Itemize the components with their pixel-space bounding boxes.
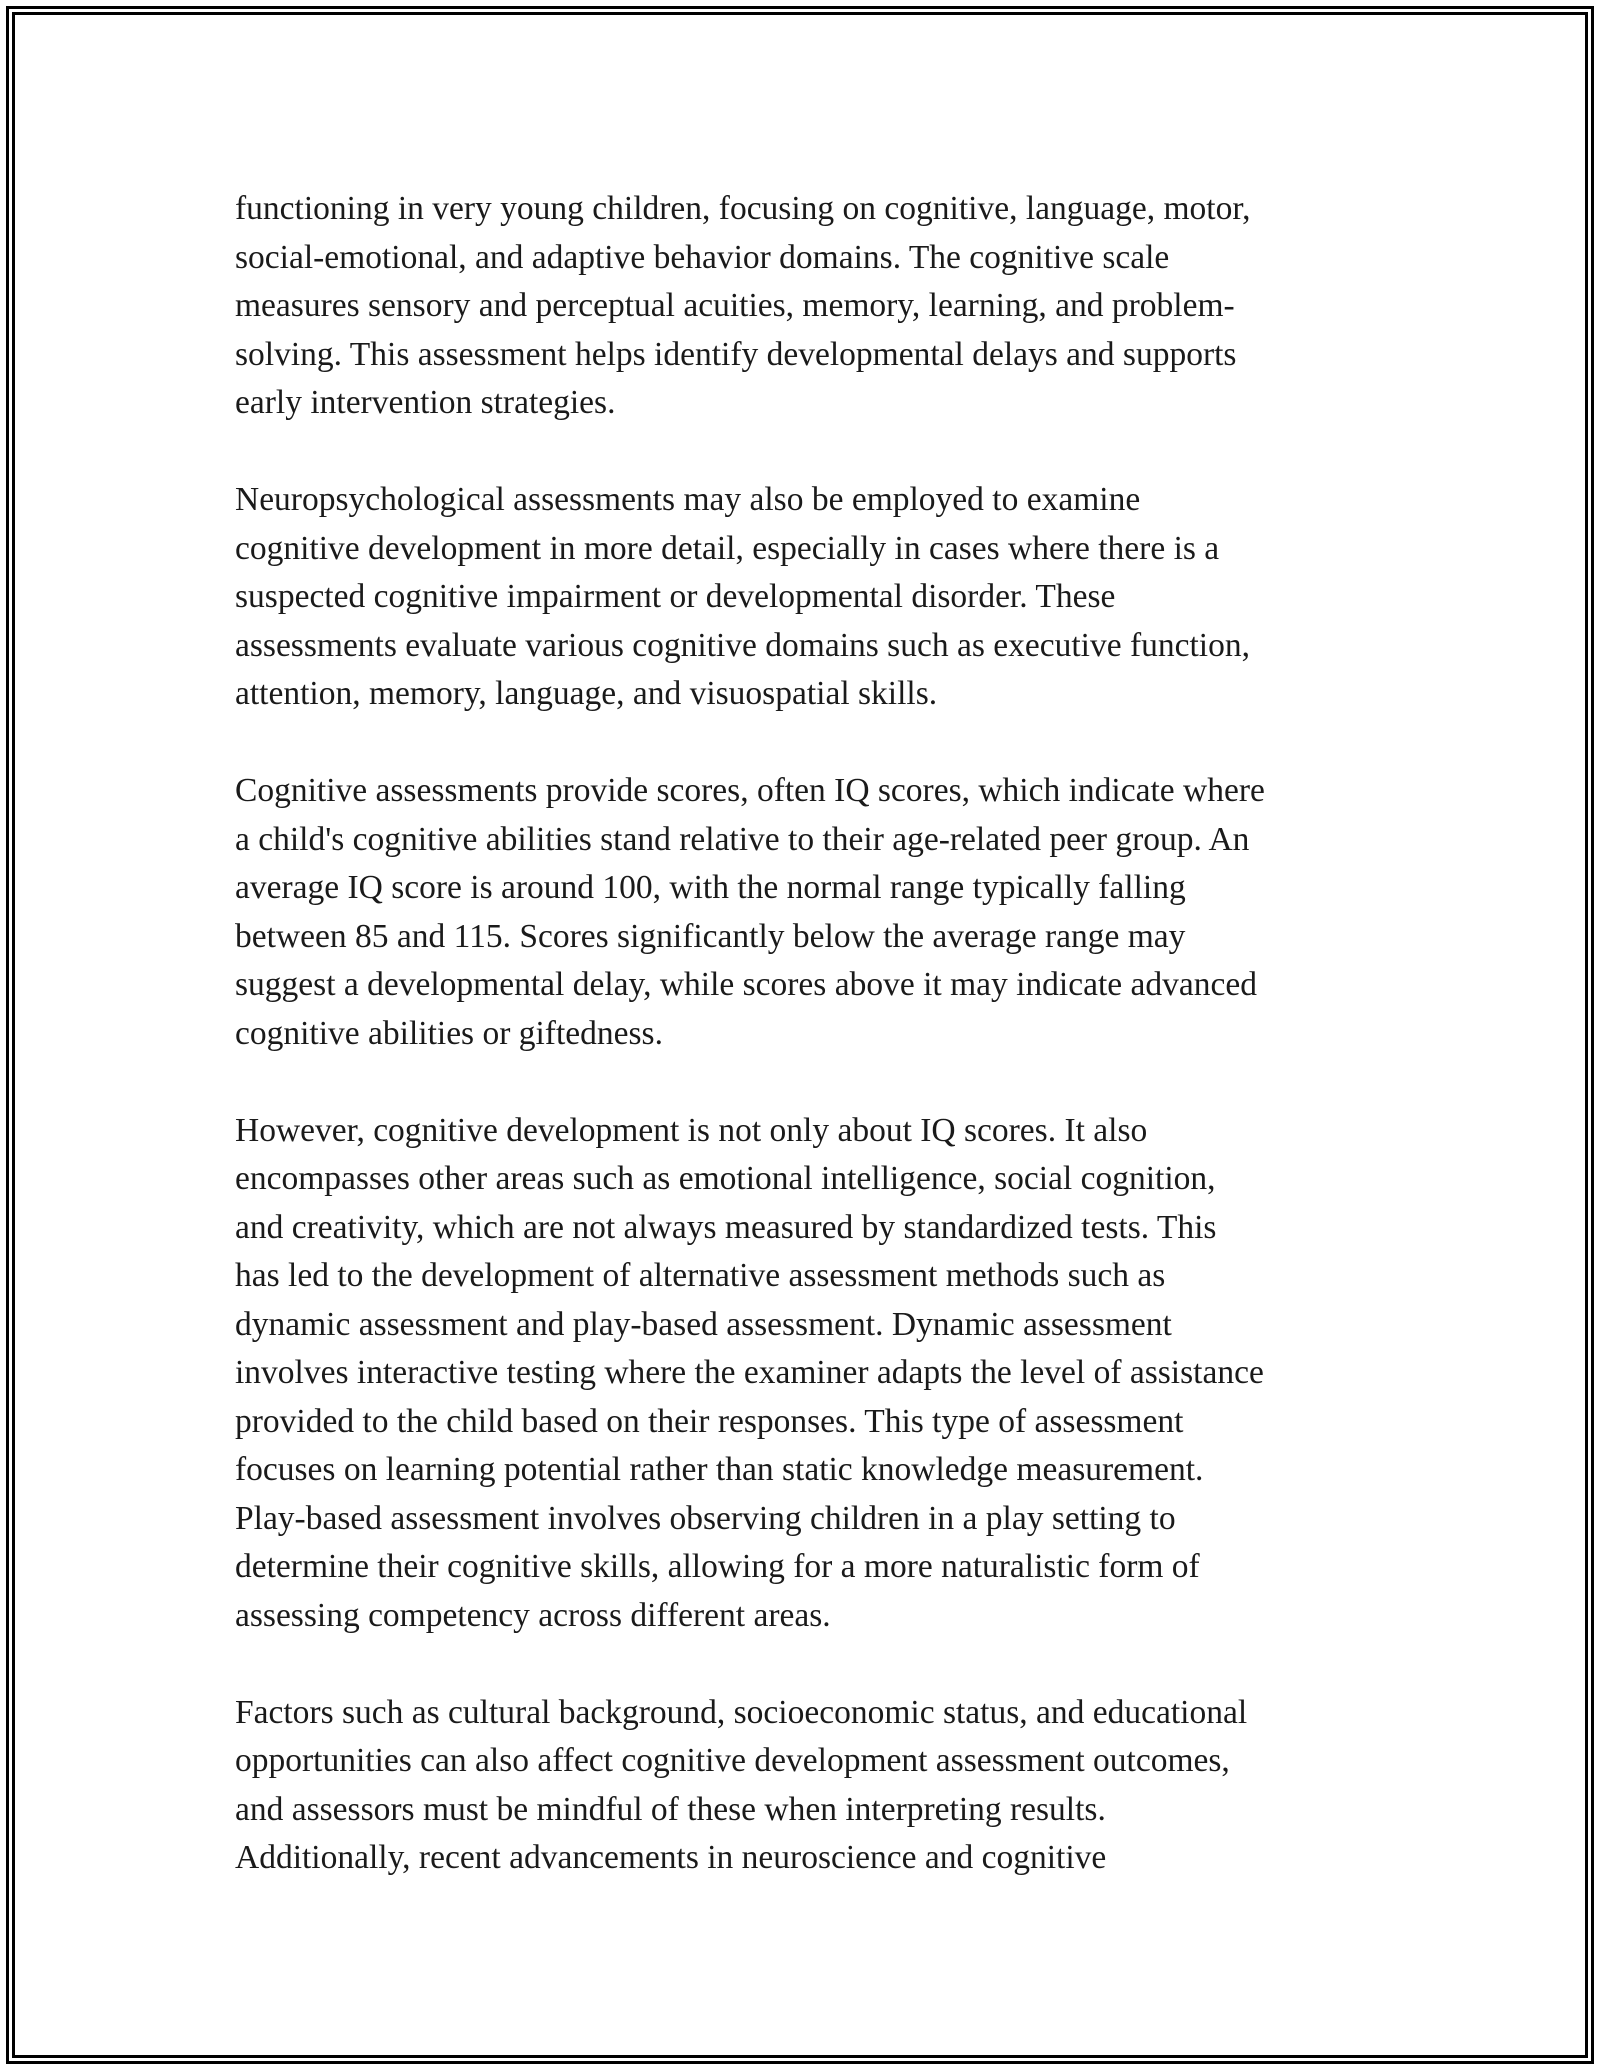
text-line: Additionally, recent advancements in neuroscience and cognitive — [235, 1839, 1107, 1876]
text-line: cognitive abilities or giftedness. — [235, 1014, 663, 1052]
text-line: involves interactive testing where the examiner adapts the level of assistance — [235, 1354, 1264, 1391]
text-line: suggest a developmental delay, while scores above it may indicate advanced — [235, 966, 1257, 1003]
text-line: assessing competency across different areas. — [235, 1596, 831, 1634]
text-line: opportunities can also affect cognitive development assessment outcomes, — [235, 1742, 1230, 1779]
text-line: determine their cognitive skills, allowing for a more naturalistic form of — [235, 1548, 1200, 1585]
text-line: Cognitive assessments provide scores, often IQ scores, which indicate where — [235, 772, 1265, 809]
text-line: However, cognitive development is not only about IQ scores. It also — [235, 1111, 1148, 1149]
text-line: suspected cognitive impairment or developmental disorder. These — [235, 578, 1116, 615]
text-line: solving. This assessment helps identify developmental delays and supports — [235, 335, 1237, 373]
text-line: functioning in very young children, focusing on cognitive, language, motor, — [235, 190, 1251, 227]
text-line: measures sensory and perceptual acuities, memory, learning, and problem- — [235, 287, 1235, 324]
text-line: provided to the child based on their responses. This type of assessment — [235, 1402, 1184, 1440]
text-line: dynamic assessment and play-based assessment. Dynamic assessment — [235, 1305, 1172, 1343]
text-line: and creativity, which are not always measured by standardized tests. This — [235, 1208, 1217, 1246]
text-line: assessments evaluate various cognitive domains such as executive function, — [235, 626, 1250, 664]
text-line: encompasses other areas such as emotional intelligence, social cognition, — [235, 1160, 1216, 1197]
text-line: a child's cognitive abilities stand relative to their age-related peer group. An — [235, 820, 1250, 858]
text-line: between 85 and 115. Scores significantly below the average range may — [235, 917, 1186, 955]
paragraph-5 — [235, 1689, 1395, 1883]
paragraph-2 — [235, 476, 1395, 719]
paragraph-4 — [235, 1107, 1395, 1641]
paragraph-3 — [235, 767, 1395, 1058]
text-line: social-emotional, and adaptive behavior domains. The cognitive scale — [235, 238, 1170, 276]
text-line: early intervention strategies. — [235, 384, 616, 421]
text-line: Neuropsychological assessments may also be employed to examine — [235, 481, 1141, 518]
document-body — [235, 185, 1395, 1883]
paragraph-1 — [235, 185, 1395, 428]
text-line: and assessors must be mindful of these when interpreting results. — [235, 1790, 1106, 1828]
text-line: attention, memory, language, and visuospatial skills. — [235, 675, 938, 712]
text-line: Factors such as cultural background, socioeconomic status, and educational — [235, 1693, 1248, 1731]
text-line: cognitive development in more detail, especially in cases where there is a — [235, 529, 1220, 567]
text-line: Play-based assessment involves observing children in a play setting to — [235, 1499, 1176, 1537]
text-line: has led to the development of alternative assessment methods such as — [235, 1257, 1166, 1294]
text-line: average IQ score is around 100, with the normal range typically falling — [235, 869, 1186, 906]
text-line: focuses on learning potential rather than static knowledge measurement. — [235, 1451, 1204, 1488]
